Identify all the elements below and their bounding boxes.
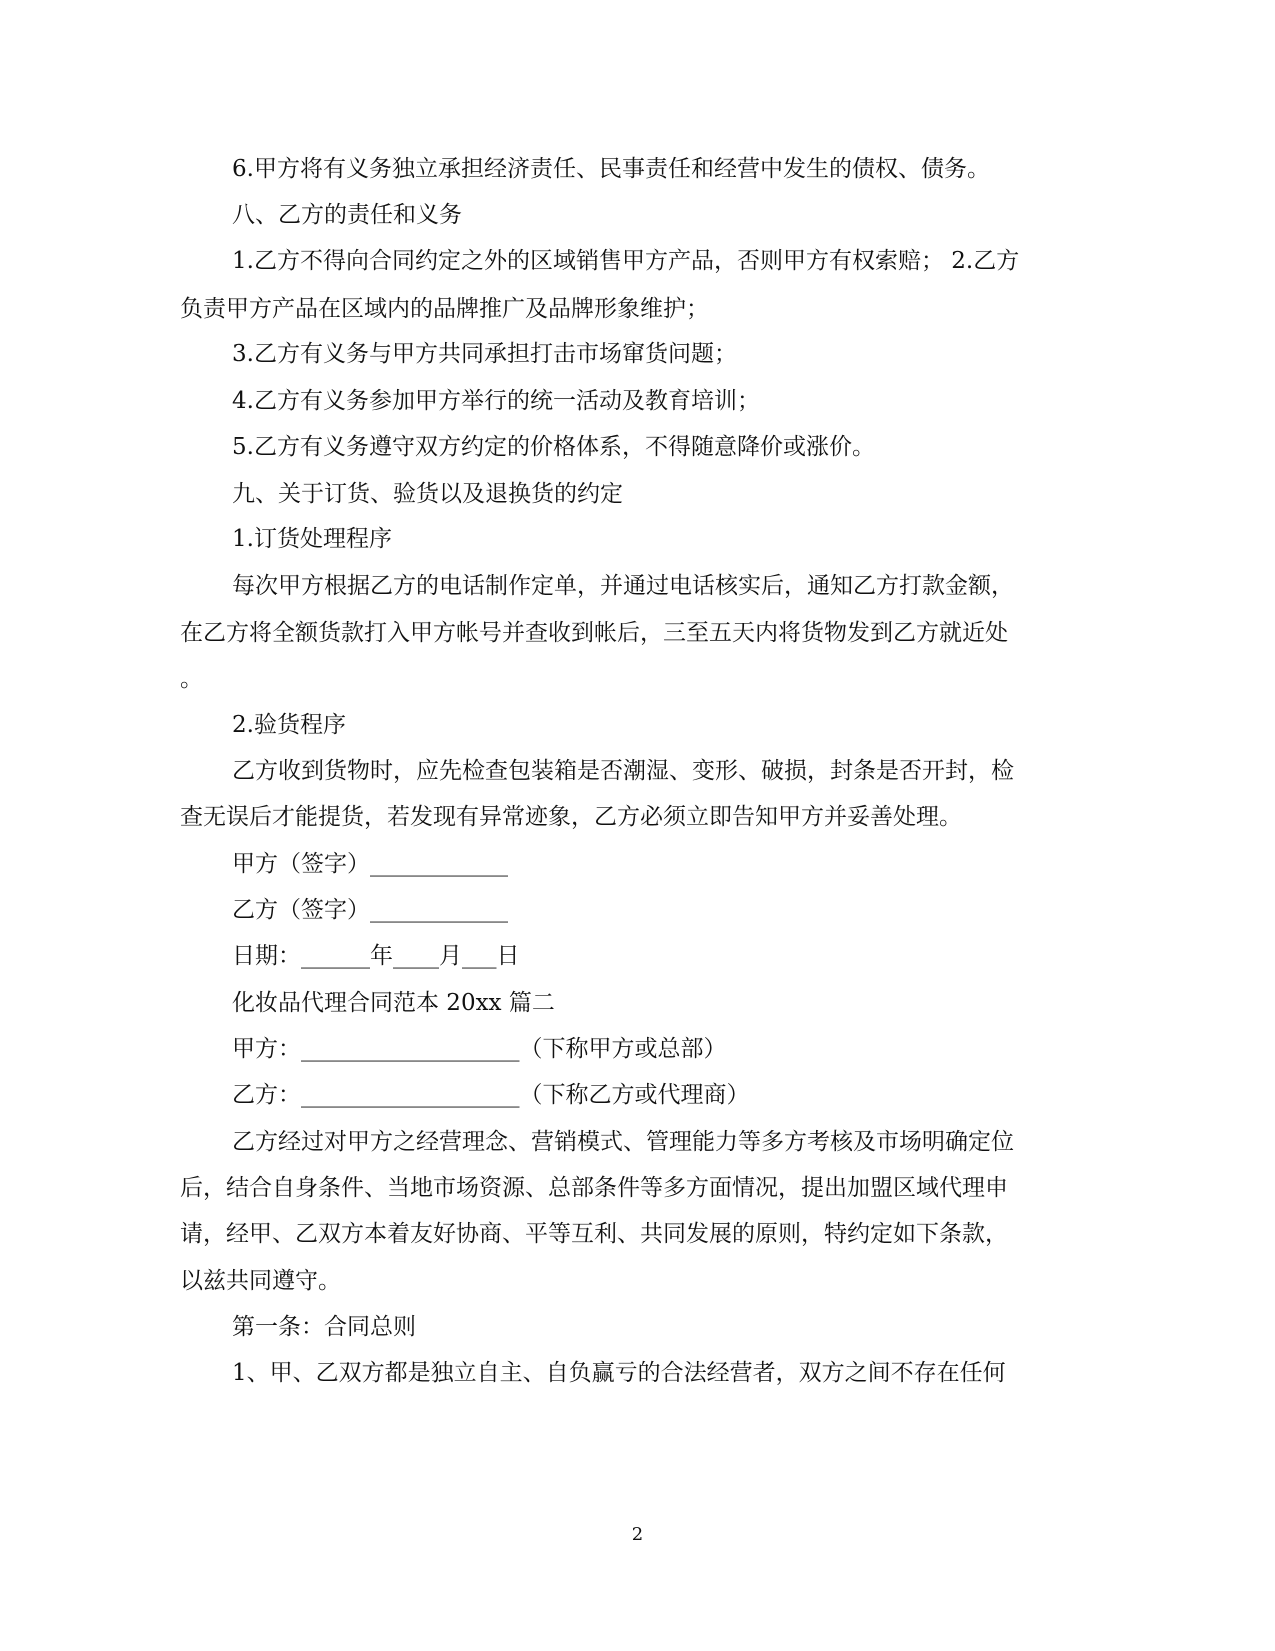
paragraph-line: 每次甲方根据乙方的电话制作定单，并通过电话核实后，通知乙方打款金额， [232, 573, 1014, 599]
section-heading-8: 八、乙方的责任和义务 [232, 202, 462, 228]
party-a-line: 甲方：___________________（下称甲方或总部） [232, 1036, 727, 1062]
paragraph-line: 乙方经过对甲方之经营理念、营销模式、管理能力等多方考核及市场明确定位 [232, 1129, 1014, 1155]
paragraph-line: 后，结合自身条件、当地市场资源、总部条件等多方面情况，提出加盟区域代理申 [180, 1175, 1008, 1201]
clause-line: 负责甲方产品在区域内的品牌推广及品牌形象维护； [180, 296, 709, 322]
paragraph-line: 查无误后才能提货，若发现有异常迹象，乙方必须立即告知甲方并妥善处理。 [180, 804, 962, 830]
party-b-line: 乙方：___________________（下称乙方或代理商） [232, 1082, 750, 1108]
signature-party-b: 乙方（签字）____________ [232, 897, 508, 923]
clause-line: 5.乙方有义务遵守双方约定的价格体系，不得随意降价或涨价。 [232, 434, 875, 460]
paragraph-line: 1、甲、乙双方都是独立自主、自负赢亏的合法经营者，双方之间不存在任何 [232, 1360, 1006, 1386]
section-title: 化妆品代理合同范本 20xx 篇二 [232, 990, 555, 1016]
paragraph-line: 请，经甲、乙双方本着友好协商、平等互利、共同发展的原则，特约定如下条款， [180, 1221, 1008, 1247]
paragraph-line: 。 [180, 666, 203, 692]
article-1-heading: 第一条：合同总则 [232, 1314, 416, 1340]
page-number: 2 [631, 1524, 644, 1545]
subheading-ordering: 1.订货处理程序 [232, 526, 392, 552]
paragraph-line: 在乙方将全额货款打入甲方帐号并查收到帐后，三至五天内将货物发到乙方就近处 [180, 620, 1008, 646]
date-line: 日期：______年____月___日 [232, 943, 520, 969]
clause-6-party-a: 6.甲方将有义务独立承担经济责任、民事责任和经营中发生的债权、债务。 [232, 156, 990, 182]
section-heading-9: 九、关于订货、验货以及退换货的约定 [232, 481, 623, 507]
clause-line: 1.乙方不得向合同约定之外的区域销售甲方产品，否则甲方有权索赔； 2.乙方 [232, 248, 1020, 274]
clause-line: 3.乙方有义务与甲方共同承担打击市场窜货问题； [232, 341, 737, 367]
paragraph-line: 以兹共同遵守。 [180, 1268, 341, 1294]
signature-party-a: 甲方（签字）____________ [232, 851, 508, 877]
subheading-inspection: 2.验货程序 [232, 712, 346, 738]
paragraph-line: 乙方收到货物时，应先检查包装箱是否潮湿、变形、破损，封条是否开封，检 [232, 758, 1014, 784]
clause-line: 4.乙方有义务参加甲方举行的统一活动及教育培训； [232, 388, 760, 414]
